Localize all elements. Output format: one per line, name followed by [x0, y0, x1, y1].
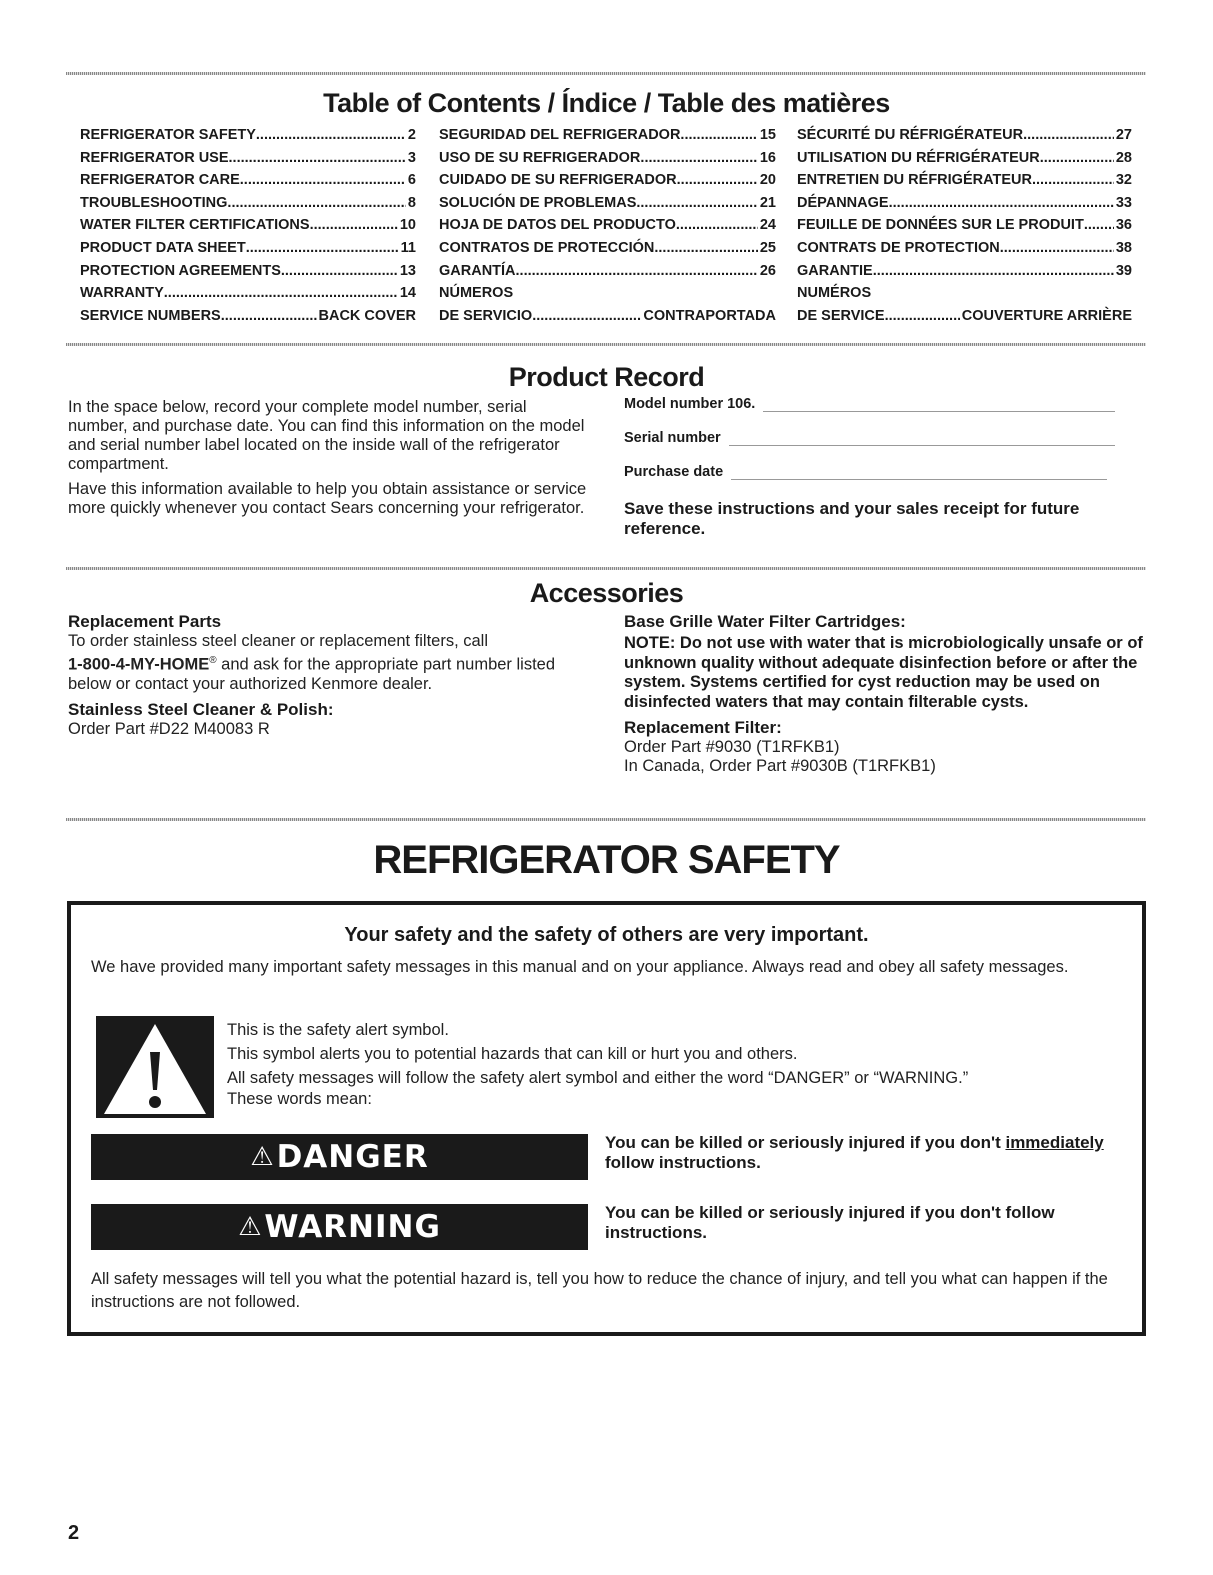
water-filter-note: NOTE: Do not use with water that is microbiologically unsafe or of unknown quality without adequate disinfection before or after the system. Systems certified for cyst reduction may be used on disinfected waters that may contain filterable cysts. [624, 634, 1143, 711]
safety-box-heading: Your safety and the safety of others are very important. [344, 924, 869, 946]
toc-entry-title: TROUBLESHOOTING [80, 194, 228, 211]
toc-entry-page: 36 [1115, 217, 1132, 234]
toc-leader-dots [310, 214, 398, 237]
stainless-cleaner-part: Order Part #D22 M40083 R [68, 719, 270, 738]
toc-entry[interactable] [80, 192, 416, 215]
toc-entry-page: CONTRAPORTADA [643, 307, 776, 324]
toc-title: Table of Contents / Índice / Table des matières [323, 88, 890, 118]
toc-leader-dots [640, 147, 757, 170]
toc-entry[interactable] [797, 214, 1132, 237]
toc-column-en [80, 124, 416, 327]
toc-leader-dots [676, 214, 758, 237]
toc-entry-title: HOJA DE DATOS DEL PRODUCTO [439, 217, 676, 234]
danger-text-b: follow instructions. [605, 1152, 761, 1172]
toc-entry-title: SÉCURITÉ DU RÉFRIGÉRATEUR [797, 127, 1024, 143]
toc-entry-page: 15 [759, 127, 776, 143]
toc-leader-dots [885, 305, 960, 328]
toc-entry-page: 27 [1115, 127, 1132, 143]
symbol-line-4: These words mean: [227, 1090, 372, 1108]
page-number: 2 [68, 1522, 80, 1544]
model-number-field[interactable] [624, 396, 1115, 412]
toc-entry-title: CONTRATS DE PROTECTION [797, 239, 1000, 256]
toc-entry-title: REFRIGERATOR USE [80, 149, 229, 166]
toc-leader-dots [246, 237, 399, 260]
serial-number-field[interactable] [624, 430, 1115, 446]
toc-column-es [439, 124, 776, 327]
toc-entry-page: 32 [1115, 172, 1132, 189]
safety-symbol-explanation [227, 1018, 1127, 1108]
toc-column-fr [797, 124, 1132, 327]
toc-entry-title: WATER FILTER CERTIFICATIONS [80, 217, 310, 234]
toc-entry-title: UTILISATION DU RÉFRIGÉRATEUR [797, 149, 1040, 166]
toc-entry-title: GARANTIE [797, 262, 873, 279]
toc-entry-page: 28 [1115, 149, 1132, 166]
toc-entry-page: BACK COVER [318, 307, 416, 324]
toc-leader-dots [516, 260, 758, 283]
toc-leader-dots [680, 124, 757, 147]
toc-entry-title: DE SERVICIO [439, 307, 533, 324]
toc-entry[interactable] [80, 214, 416, 237]
toc-leader-dots [256, 124, 406, 147]
save-instructions-note: Save these instructions and your sales receipt for future reference. [624, 499, 1080, 538]
toc-entry[interactable] [80, 305, 416, 328]
toc-entry-page: 20 [759, 172, 776, 189]
warning-meaning: You can be killed or seriously injured if you don't follow instructions. [605, 1203, 1055, 1242]
toc-leader-dots [229, 147, 406, 170]
toc-leader-dots [654, 237, 757, 260]
toc-leader-dots [532, 305, 641, 328]
toc-entry-page: 14 [399, 285, 416, 302]
toc-entry[interactable] [439, 124, 776, 147]
toc-entry[interactable] [439, 169, 776, 192]
toc-leader-dots [240, 169, 406, 192]
safety-footer: All safety messages will tell you what the potential hazard is, tell you how to reduce the chance of injury, and tell you what can happen if the instructions are not followed. [91, 1270, 1108, 1311]
toc-entry-page: 21 [759, 194, 776, 211]
toc-leader-dots [1000, 237, 1114, 260]
accessories-title: Accessories [529, 578, 684, 608]
warning-triangle-icon [96, 1016, 214, 1118]
toc-entry[interactable] [439, 214, 776, 237]
safety-title: REFRIGERATOR SAFETY [373, 838, 840, 882]
serial-number-label: Serial number [624, 430, 721, 446]
toc-leader-dots [281, 260, 398, 283]
danger-text-a: You can be killed or seriously injured if you don't [605, 1133, 1006, 1152]
toc-entry[interactable] [80, 124, 416, 147]
replacement-filter-heading: Replacement Filter: [624, 718, 782, 737]
replacement-parts-heading: Replacement Parts [68, 612, 222, 631]
warning-label: WARNING [264, 1209, 441, 1245]
phone-number: 1-800-4-MY-HOME [68, 655, 210, 674]
toc-entry[interactable] [80, 147, 416, 170]
toc-leader-dots [1084, 214, 1114, 237]
model-number-label: Model number 106. [624, 396, 756, 412]
toc-entry-page: 3 [407, 149, 416, 166]
toc-entry-title: FEUILLE DE DONNÉES SUR LE PRODUIT [797, 217, 1084, 234]
toc-entry[interactable] [797, 260, 1132, 283]
toc-entry[interactable] [797, 192, 1132, 215]
toc-leader-dots [1023, 124, 1114, 147]
toc-entry-page: 39 [1115, 262, 1132, 279]
toc-entry-page: 25 [759, 239, 776, 256]
toc-leader-dots [227, 192, 406, 215]
toc-entry-title: PROTECTION AGREEMENTS [80, 262, 281, 279]
toc-leader-dots [164, 282, 398, 305]
toc-entry-page: 13 [399, 262, 416, 279]
alert-triangle-icon: ⚠ [238, 1212, 263, 1242]
toc-entry-title: CONTRATOS DE PROTECCIÓN [439, 239, 655, 256]
registered-mark: ® [209, 655, 217, 666]
safety-alert-symbol [96, 1016, 214, 1118]
toc-entry-title: PRODUCT DATA SHEET [80, 239, 246, 256]
purchase-date-field[interactable] [624, 464, 1107, 480]
danger-text-underlined: immediately [1005, 1133, 1104, 1152]
toc-leader-dots [889, 192, 1114, 215]
symbol-line-1: This is the safety alert symbol. [227, 1021, 449, 1039]
replacement-parts-text [68, 632, 588, 694]
water-filter-heading: Base Grille Water Filter Cartridges: [624, 612, 906, 631]
purchase-date-line[interactable] [731, 465, 1107, 480]
product-record-title: Product Record [508, 362, 705, 392]
product-record-para1: In the space below, record your complete model number, serial number, and purchase date. You can find this information on the model and serial number label located on the inside wall of the refrigerator compartment. [68, 398, 585, 473]
toc-entry-page: 26 [759, 262, 776, 279]
toc-leader-dots [636, 192, 757, 215]
safety-intro: We have provided many important safety messages in this manual and on your appliance. Always read and obey all safety messages. [91, 958, 1069, 976]
toc-entry[interactable] [439, 237, 776, 260]
water-filter-section [624, 612, 1144, 776]
toc-leader-dots [677, 169, 758, 192]
toc-entry[interactable] [439, 147, 776, 170]
toc-entry-page: 24 [759, 217, 776, 234]
toc-entry[interactable] [439, 282, 776, 305]
toc-entry[interactable] [439, 260, 776, 283]
toc-entry-page: 2 [407, 127, 416, 143]
toc-entry-page: 16 [759, 149, 776, 166]
accessories-divider [66, 818, 1146, 821]
toc-entry-title: NUMÉROS [797, 285, 872, 302]
toc-entry-page: 11 [400, 239, 416, 256]
danger-meaning [605, 1133, 1125, 1172]
danger-label: DANGER [276, 1139, 429, 1175]
toc-leader-dots [221, 305, 317, 328]
replacement-parts-text-a: To order stainless steel cleaner or replacement filters, call [68, 632, 489, 650]
product-record-instructions [68, 398, 588, 518]
toc-leader-dots [873, 260, 1114, 283]
serial-number-line[interactable] [729, 431, 1115, 446]
symbol-line-2: This symbol alerts you to potential hazards that can kill or hurt you and others. [227, 1045, 798, 1063]
model-number-line[interactable] [763, 397, 1115, 412]
toc-entry[interactable] [80, 260, 416, 283]
toc-entry-title: DE SERVICE [797, 307, 885, 324]
product-record-para2: Have this information available to help you obtain assistance or service more quickly whenever you contact Sears concerning your refrigerator. [68, 480, 587, 517]
replacement-filter-part: Order Part #9030 (T1RFKB1) [624, 738, 840, 756]
toc-entry-title: CUIDADO DE SU REFRIGERADOR [439, 172, 677, 189]
toc-entry-title: SERVICE NUMBERS [80, 307, 221, 324]
replacement-parts-section [68, 612, 588, 739]
toc-entry[interactable] [80, 237, 416, 260]
toc-entry[interactable] [80, 282, 416, 305]
toc-leader-dots [1032, 169, 1114, 192]
toc-entry-title: NÚMEROS [439, 285, 514, 302]
replacement-filter-part-canada: In Canada, Order Part #9030B (T1RFKB1) [624, 757, 936, 775]
toc-entry[interactable] [797, 124, 1132, 147]
toc-leader-dots [1040, 147, 1114, 170]
toc-entry-title: ENTRETIEN DU RÉFRIGÉRATEUR [797, 172, 1032, 189]
toc-entry[interactable] [797, 237, 1132, 260]
danger-signal-word [91, 1134, 588, 1180]
toc-entry-title: WARRANTY [80, 285, 164, 302]
toc-entry[interactable] [439, 305, 776, 328]
toc-entry-page: 38 [1115, 239, 1132, 256]
product-record-divider [66, 567, 1146, 570]
alert-triangle-icon: ⚠ [250, 1142, 275, 1172]
toc-entry-title: REFRIGERATOR CARE [80, 172, 240, 189]
warning-signal-word [91, 1204, 588, 1250]
symbol-line-3: All safety messages will follow the safety alert symbol and either the word “DANGER” or “WARNING.” [227, 1069, 969, 1087]
toc-entry-title: DÉPANNAGE [797, 194, 889, 211]
toc-entry-title: USO DE SU REFRIGERADOR [439, 149, 641, 166]
top-divider [66, 72, 1146, 75]
toc-entry[interactable] [797, 305, 1132, 328]
toc-entry-title: GARANTÍA [439, 262, 516, 279]
toc-entry[interactable] [80, 169, 416, 192]
replacement-parts-text-b: and ask for the appropriate part number listed below or contact your authorized Kenmore dealer. [68, 655, 556, 693]
toc-entry-title: SOLUCIÓN DE PROBLEMAS [439, 194, 637, 211]
purchase-date-label: Purchase date [624, 464, 724, 480]
stainless-cleaner-heading: Stainless Steel Cleaner & Polish: [68, 699, 334, 719]
toc-entry-page: 6 [407, 172, 416, 189]
toc-entry[interactable] [797, 147, 1132, 170]
toc-entry-title: SEGURIDAD DEL REFRIGERADOR [439, 127, 681, 143]
toc-entry[interactable] [797, 169, 1132, 192]
toc-entry[interactable] [797, 282, 1132, 305]
toc-entry-page: 33 [1115, 194, 1132, 211]
toc-entry-page: 8 [407, 194, 416, 211]
toc-divider [66, 343, 1146, 346]
toc-entry-title: REFRIGERATOR SAFETY [80, 127, 256, 143]
toc-entry-page: COUVERTURE ARRIÈRE [961, 307, 1132, 324]
toc-entry-page: 10 [399, 217, 416, 234]
toc-entry[interactable] [439, 192, 776, 215]
